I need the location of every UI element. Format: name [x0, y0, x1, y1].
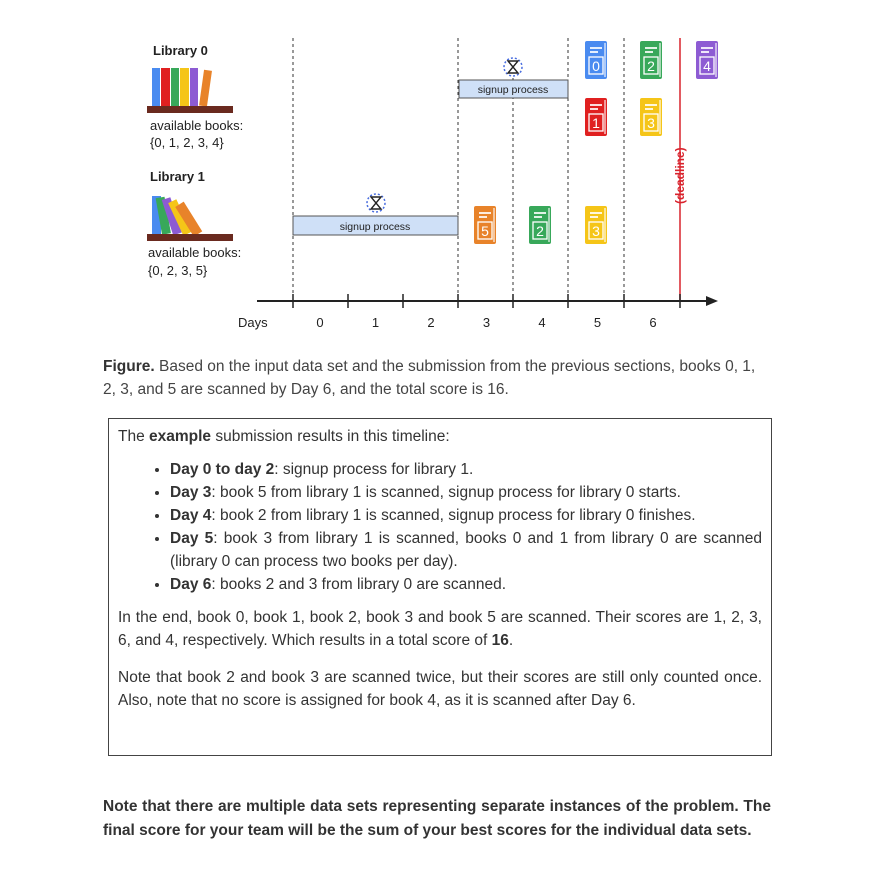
book-number: 2 [647, 58, 655, 74]
example-list [118, 458, 762, 596]
figure-caption [103, 355, 771, 401]
list-item: • Day 5: book 3 from library 1 is scanned, books 0 and 1 from library 0 are scanned (library 0 can process two books per day). [170, 527, 762, 573]
hourglass-icon [504, 58, 522, 76]
book-icon [585, 98, 607, 136]
footer-note: Note that there are multiple data sets representing separate instances of the problem. The final score for your team will be the sum of your best scores for the individual data sets. [103, 798, 771, 839]
book-icon [585, 41, 607, 79]
figure-text: Based on the input data set and the submission from the previous sections, books 0, 1, 2, 3, and 5 are scanned by Day 6, and the total score is 16. [103, 358, 756, 398]
book-icon [640, 98, 662, 136]
book-number: 0 [592, 58, 600, 74]
book-icon [585, 206, 607, 244]
axis-label: Days [238, 315, 268, 330]
book-icon [474, 206, 496, 244]
day-label: 0 [316, 315, 324, 330]
book-number: 3 [647, 115, 655, 131]
book-number: 4 [703, 58, 711, 74]
library-0-books-set: {0, 1, 2, 3, 4} [150, 135, 224, 150]
day-label: 1 [371, 315, 380, 330]
book-icon [529, 206, 551, 244]
book-icon [640, 41, 662, 79]
book-number: 5 [481, 223, 489, 239]
book-number: 3 [592, 223, 600, 239]
book-number: 1 [592, 115, 600, 131]
example-result: In the end, book 0, book 1, book 2, book 3 and book 5 are scanned. Their scores are 1, 2, 3, 6, and 4, respectively. Which results in a total score of 16. [118, 609, 762, 649]
day-label: 4 [538, 315, 546, 330]
day-guides [293, 38, 624, 302]
shelf [147, 234, 233, 241]
example-box [108, 418, 772, 756]
list-item: • Day 3: book 5 from library 1 is scanned, signup process for library 0 starts. [170, 481, 762, 504]
shelf [147, 106, 233, 113]
library-0-books-label: available books: [150, 118, 244, 133]
list-item: • Day 0 to day 2: signup process for library 1. [170, 458, 762, 481]
timeline-diagram [0, 0, 872, 345]
axis-arrow [706, 296, 718, 306]
list-item: • Day 4: book 2 from library 1 is scanned, signup process for library 0 finishes. [170, 504, 762, 527]
library-0-bookshelf [147, 68, 233, 113]
figure-label: Figure. [103, 358, 155, 375]
library-0-title: Library 0 [153, 43, 208, 58]
library-1-bookshelf [147, 196, 233, 241]
example-note: Note that book 2 and book 3 are scanned twice, but their scores are still only counted once. Also, note that no score is assigned for book 4, as it is scanned after Day 6. [118, 669, 762, 709]
days-axis [257, 294, 718, 308]
example-intro: The example submission results in this timeline: [118, 428, 450, 445]
deadline-label: (deadline) [673, 147, 687, 204]
hourglass-icon [367, 194, 385, 212]
day-label: 3 [482, 315, 491, 330]
book-icon [696, 41, 718, 79]
signup-label-library-0: signup process [477, 84, 549, 96]
library-1-books-label: available books: [148, 245, 242, 260]
library-1-title: Library 1 [150, 169, 205, 184]
day-label: 6 [649, 315, 657, 330]
library-1-books-set: {0, 2, 3, 5} [148, 263, 208, 278]
signup-label-library-1: signup process [339, 221, 411, 233]
day-label: 2 [427, 315, 435, 330]
day-label: 5 [593, 315, 602, 330]
book-number: 2 [536, 223, 544, 239]
list-item: • Day 6: books 2 and 3 from library 0 are scanned. [170, 573, 762, 596]
